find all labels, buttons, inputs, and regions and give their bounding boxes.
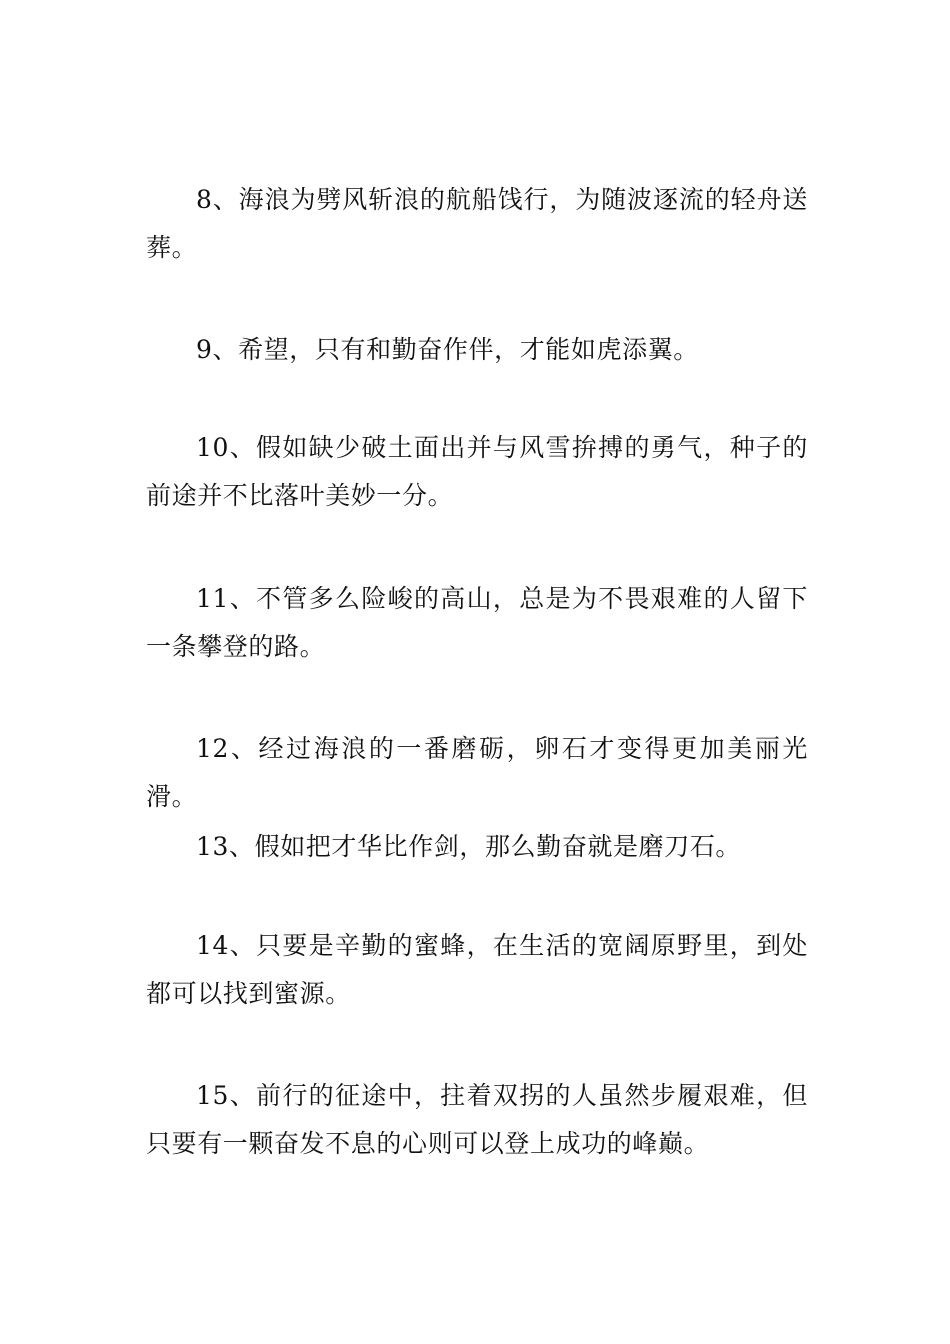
paragraph-9: 9、希望，只有和勤奋作伴，才能如虎添翼。 bbox=[196, 335, 699, 364]
paragraph-11: 11、不管多么险峻的高山，总是为不畏艰难的人留下一条攀登的路。 bbox=[146, 584, 808, 661]
paragraph-14: 14、只要是辛勤的蜜蜂，在生活的宽阔原野里，到处都可以找到蜜源。 bbox=[146, 931, 808, 1008]
paragraph-12: 12、经过海浪的一番磨砺，卵石才变得更加美丽光滑。 bbox=[146, 734, 808, 811]
paragraph-8: 8、海浪为劈风斩浪的航船饯行，为随波逐流的轻舟送葬。 bbox=[146, 185, 808, 262]
paragraph-15: 15、前行的征途中，拄着双拐的人虽然步履艰难，但只要有一颗奋发不息的心则可以登上成功的峰巅。 bbox=[146, 1081, 808, 1158]
paragraph-13: 13、假如把才华比作剑，那么勤奋就是磨刀石。 bbox=[196, 832, 742, 861]
paragraph-10: 10、假如缺少破土面出并与风雪拚搏的勇气，种子的前途并不比落叶美妙一分。 bbox=[146, 433, 808, 510]
